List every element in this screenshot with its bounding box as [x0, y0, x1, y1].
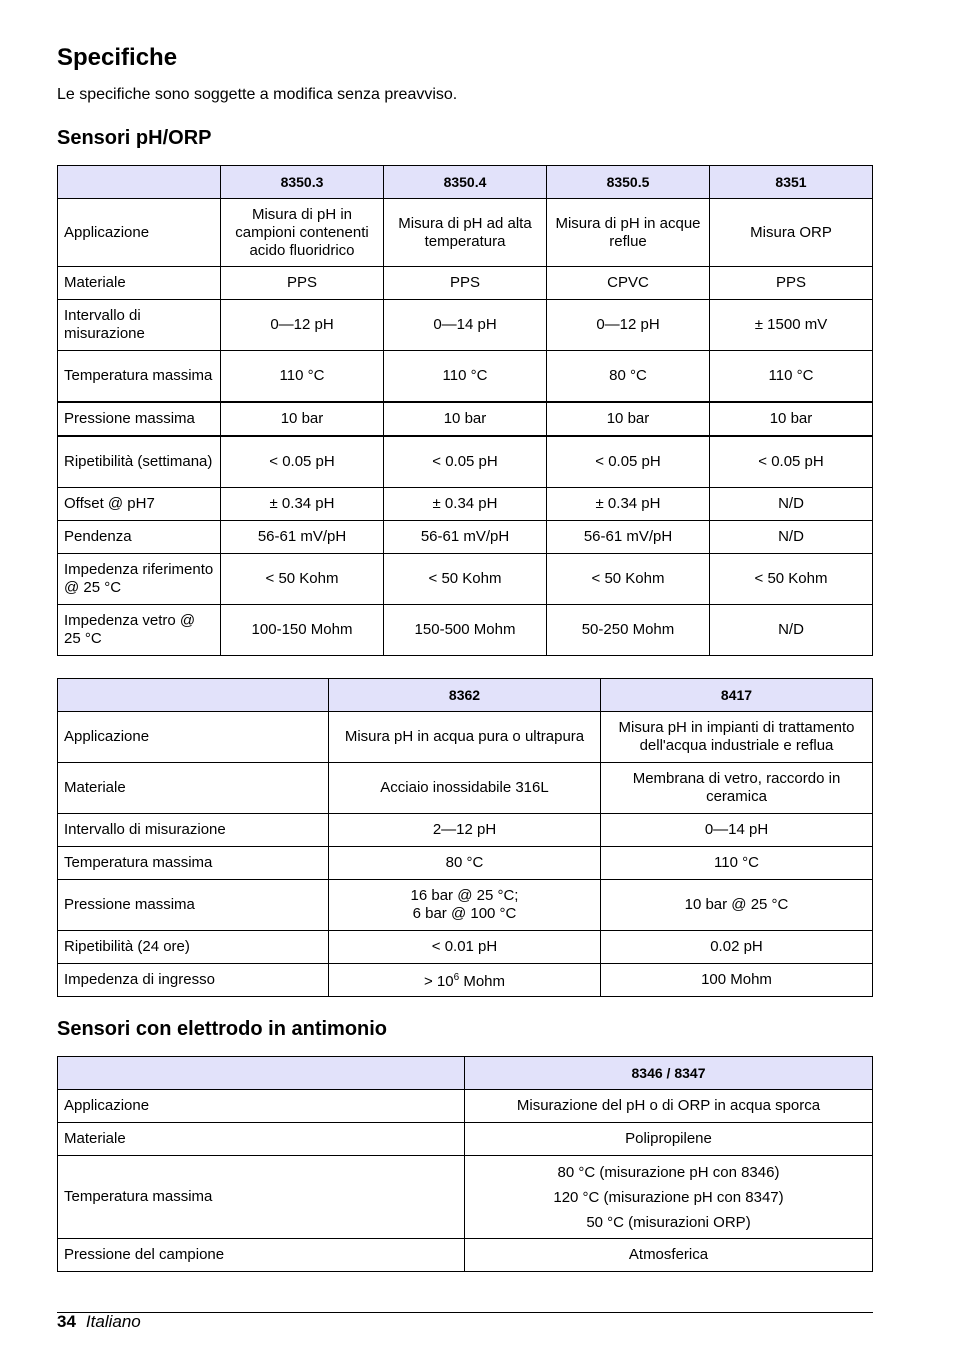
table-cell: ± 0.34 pH — [547, 488, 710, 521]
header-cell — [58, 679, 329, 712]
table-cell: PPS — [710, 267, 873, 300]
table-cell: Misura di pH in campioni contenenti acido fluoridrico — [221, 199, 384, 267]
row-label: Offset @ pH7 — [58, 488, 221, 521]
value-prefix: > 10 — [423, 973, 454, 990]
spec-table-ph-orp — [57, 165, 873, 656]
row-label: Pressione massima — [58, 880, 329, 931]
header-cell: 8350.5 — [547, 166, 710, 199]
table-cell: Atmosferica — [465, 1239, 873, 1272]
table-row — [58, 763, 873, 814]
row-label: Temperatura massima — [58, 1156, 465, 1239]
table-cell — [329, 964, 601, 997]
table-cell: 110 °C — [384, 351, 547, 403]
row-label: Materiale — [58, 267, 221, 300]
table-cell: ± 1500 mV — [710, 300, 873, 351]
table-row — [58, 1090, 873, 1123]
table-cell: Membrana di vetro, raccordo in ceramica — [601, 763, 873, 814]
row-label: Applicazione — [58, 712, 329, 763]
table-row — [58, 402, 873, 436]
table-cell: 10 bar — [710, 402, 873, 436]
cell-line: 50 °C (misurazioni ORP) — [586, 1213, 751, 1231]
page-number: 34 — [57, 1312, 76, 1331]
table-cell: 56-61 mV/pH — [221, 521, 384, 554]
section-heading-antimony: Sensori con elettrodo in antimonio — [57, 1018, 388, 1040]
header-cell: 8417 — [601, 679, 873, 712]
footer-divider — [57, 1312, 873, 1313]
table-row — [58, 436, 873, 488]
table-header-row — [58, 1057, 873, 1090]
table-row — [58, 1123, 873, 1156]
table-cell: 80 °C — [329, 847, 601, 880]
cell-line: 120 °C (misurazione pH con 8347) — [553, 1188, 784, 1206]
table-row — [58, 1156, 873, 1239]
table-row — [58, 199, 873, 267]
table-row — [58, 554, 873, 605]
table-cell: 110 °C — [221, 351, 384, 403]
spec-table-8362-8417 — [57, 678, 873, 997]
row-label: Ripetibilità (24 ore) — [58, 931, 329, 964]
table-row — [58, 521, 873, 554]
table-cell: 110 °C — [601, 847, 873, 880]
table-row — [58, 712, 873, 763]
table-row — [58, 880, 873, 931]
table-cell: Acciaio inossidabile 316L — [329, 763, 601, 814]
table-cell: < 0.01 pH — [329, 931, 601, 964]
row-label: Temperatura massima — [58, 847, 329, 880]
header-cell — [58, 166, 221, 199]
table-cell: 0—14 pH — [384, 300, 547, 351]
table-row — [58, 814, 873, 847]
table-row — [58, 931, 873, 964]
row-label: Materiale — [58, 1123, 465, 1156]
row-label: Pressione massima — [58, 402, 221, 436]
table-row — [58, 488, 873, 521]
table-row — [58, 605, 873, 656]
table-cell: 0—12 pH — [547, 300, 710, 351]
table-row — [58, 964, 873, 997]
table-cell: < 50 Kohm — [221, 554, 384, 605]
table-header-row — [58, 679, 873, 712]
value-suffix: Mohm — [459, 973, 506, 990]
table-cell: 10 bar — [221, 402, 384, 436]
row-label: Applicazione — [58, 1090, 465, 1123]
table-cell: CPVC — [547, 267, 710, 300]
table-cell: Misura di pH in acque reflue — [547, 199, 710, 267]
table-cell: 110 °C — [710, 351, 873, 403]
header-cell — [58, 1057, 465, 1090]
table-cell: PPS — [221, 267, 384, 300]
footer-language: Italiano — [85, 1312, 141, 1331]
row-label: Applicazione — [58, 199, 221, 267]
table-cell: ± 0.34 pH — [221, 488, 384, 521]
table-row — [58, 847, 873, 880]
table-row — [58, 351, 873, 403]
header-cell: 8362 — [329, 679, 601, 712]
row-label: Temperatura massima — [58, 351, 221, 403]
table-cell: PPS — [384, 267, 547, 300]
table-cell: Misura ORP — [710, 199, 873, 267]
table-cell: Misurazione del pH o di ORP in acqua sporca — [465, 1090, 873, 1123]
page-footer — [57, 1312, 141, 1332]
table-cell: Misura pH in acqua pura o ultrapura — [329, 712, 601, 763]
table-cell — [329, 880, 601, 931]
table-cell — [465, 1156, 873, 1239]
table-cell: N/D — [710, 488, 873, 521]
table-cell: 100-150 Mohm — [221, 605, 384, 656]
table-cell: 56-61 mV/pH — [384, 521, 547, 554]
header-cell: 8350.3 — [221, 166, 384, 199]
table-cell: 50-250 Mohm — [547, 605, 710, 656]
table-cell: ± 0.34 pH — [384, 488, 547, 521]
table-cell: N/D — [710, 605, 873, 656]
table-cell: 10 bar — [547, 402, 710, 436]
row-label: Pendenza — [58, 521, 221, 554]
row-label: Ripetibilità (settimana) — [58, 436, 221, 488]
table-cell: 56-61 mV/pH — [547, 521, 710, 554]
page-title: Specifiche — [57, 44, 178, 71]
table-cell: 150-500 Mohm — [384, 605, 547, 656]
row-label: Intervallo di misurazione — [58, 814, 329, 847]
table-header-row — [58, 166, 873, 199]
table-cell: < 50 Kohm — [547, 554, 710, 605]
table-row — [58, 300, 873, 351]
table-cell: < 0.05 pH — [710, 436, 873, 488]
cell-line: 6 bar @ 100 °C — [412, 905, 517, 922]
spec-table-antimony — [57, 1056, 873, 1272]
row-label: Impedenza di ingresso — [58, 964, 329, 997]
table-cell: < 0.05 pH — [547, 436, 710, 488]
table-cell: 0—12 pH — [221, 300, 384, 351]
header-cell: 8350.4 — [384, 166, 547, 199]
table-row — [58, 267, 873, 300]
intro-text: Le specifiche sono soggette a modifica senza preavviso. — [57, 86, 458, 103]
table-cell: < 50 Kohm — [710, 554, 873, 605]
table-cell: N/D — [710, 521, 873, 554]
value-exponent: 6 — [453, 972, 460, 983]
row-label: Impedenza riferimento @ 25 °C — [58, 554, 221, 605]
row-label: Pressione del campione — [58, 1239, 465, 1272]
table-cell: 100 Mohm — [601, 964, 873, 997]
table-cell: 10 bar @ 25 °C — [601, 880, 873, 931]
table-cell: 2—12 pH — [329, 814, 601, 847]
table-cell: Polipropilene — [465, 1123, 873, 1156]
cell-line: 16 bar @ 25 °C; — [410, 887, 519, 904]
table-cell: < 50 Kohm — [384, 554, 547, 605]
table-cell: 80 °C — [547, 351, 710, 403]
row-label: Intervallo di misurazione — [58, 300, 221, 351]
table-cell: 0.02 pH — [601, 931, 873, 964]
table-cell: < 0.05 pH — [384, 436, 547, 488]
header-cell: 8346 / 8347 — [465, 1057, 873, 1090]
header-cell: 8351 — [710, 166, 873, 199]
table-cell: Misura di pH ad alta temperatura — [384, 199, 547, 267]
table-cell: 0—14 pH — [601, 814, 873, 847]
section-heading-ph-orp: Sensori pH/ORP — [57, 127, 212, 149]
table-cell: 10 bar — [384, 402, 547, 436]
row-label: Impedenza vetro @ 25 °C — [58, 605, 221, 656]
table-cell: Misura pH in impianti di trattamento dell'acqua industriale e reflua — [601, 712, 873, 763]
table-cell: < 0.05 pH — [221, 436, 384, 488]
cell-line: 80 °C (misurazione pH con 8346) — [557, 1163, 780, 1181]
row-label: Materiale — [58, 763, 329, 814]
table-row — [58, 1239, 873, 1272]
